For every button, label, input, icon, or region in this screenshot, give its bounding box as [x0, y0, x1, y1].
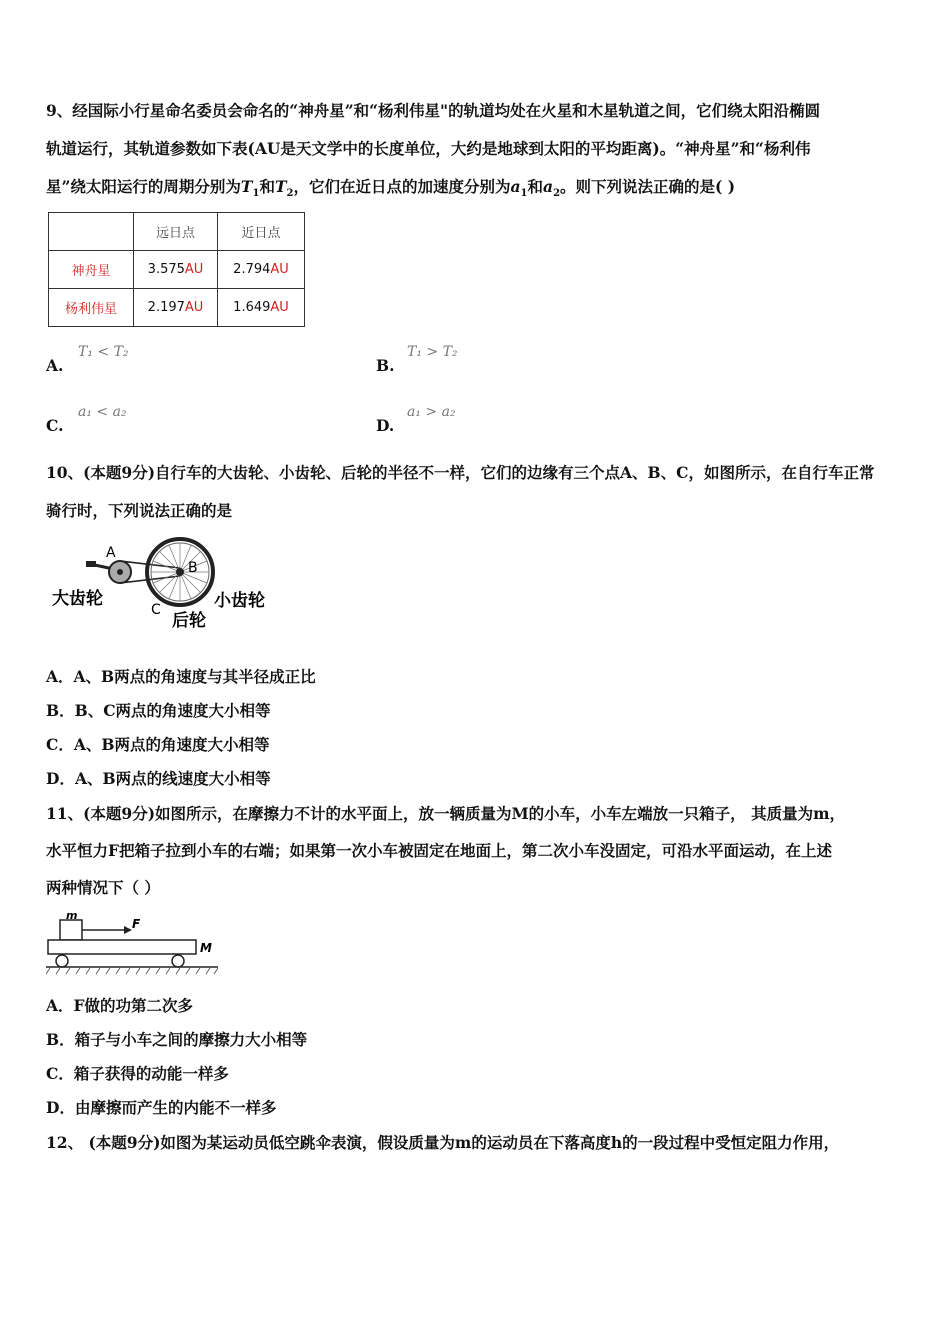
q9-option-b-label: B. [376, 356, 395, 375]
table-row [49, 251, 305, 289]
label-m: m [66, 909, 78, 922]
q10-line-1: 10、(本题9分)自行车的大齿轮、小齿轮、后轮的半径不一样，它们的边缘有三个点A、B、C，如图所示，在自行车正常 [46, 463, 875, 482]
bicycle-gear-figure [46, 532, 276, 636]
q9-option-d-label: D. [376, 416, 395, 435]
label-big-m: M [200, 941, 212, 955]
table-header-cell: 近日点 [218, 213, 305, 251]
cart-box-figure [46, 908, 222, 974]
label-point-a: A [106, 545, 116, 561]
q9-line-3: 星”绕太阳运行的周期分别为$T_1$和$T_2$，它们在近日点的加速度分别为$a_1$和$a_2$。则下列说法正确的是( ) [46, 177, 736, 200]
planet-name: 神舟星 [49, 251, 134, 289]
table-header-row [49, 213, 305, 251]
label-big-gear: 大齿轮 [52, 589, 103, 609]
label-point-c: C [151, 602, 161, 618]
aphelion-value: 3.575AU [134, 251, 218, 289]
orbit-parameter-table [48, 212, 305, 327]
label-small-gear: 小齿轮 [214, 591, 265, 611]
table-row [49, 289, 305, 327]
q11-option-b: B．箱子与小车之间的摩擦力大小相等 [46, 1030, 308, 1049]
perihelion-value: 1.649AU [218, 289, 305, 327]
label-f: F [132, 917, 141, 931]
q10-line-2: 骑行时，下列说法正确的是 [46, 501, 233, 520]
perihelion-value: 2.794AU [218, 251, 305, 289]
q11-option-a: A．F做的功第二次多 [46, 996, 194, 1015]
q10-option-a: A．A、B两点的角速度与其半径成正比 [46, 667, 316, 686]
q9-line-1: 9、经国际小行星命名委员会命名的“神舟星”和“杨利伟星"的轨道均处在火星和木星轨道之间，它们绕太阳沿椭圆 [46, 101, 821, 120]
q10-option-d: D．A、B两点的线速度大小相等 [46, 769, 271, 788]
q9-option-c-expr: a₁ < a₂ [78, 404, 127, 420]
q9-option-c-label: C. [46, 416, 64, 435]
q9-option-b-expr: T₁ > T₂ [407, 344, 458, 360]
q11-line-2: 水平恒力F把箱子拉到小车的右端；如果第一次小车被固定在地面上，第二次小车没固定，可沿水平面运动，在上述 [46, 841, 833, 860]
q11-line-3: 两种情况下（ ） [46, 878, 160, 897]
q9-option-a-label: A. [46, 356, 64, 375]
q11-option-c: C．箱子获得的动能一样多 [46, 1064, 229, 1083]
q9-option-a-expr: T₁ < T₂ [78, 344, 129, 360]
q10-option-b: B．B、C两点的角速度大小相等 [46, 701, 271, 720]
q11-option-d: D．由摩擦而产生的内能不一样多 [46, 1098, 277, 1117]
q11-line-1: 11、(本题9分)如图所示，在摩擦力不计的水平面上，放一辆质量为M的小车，小车左端放一只箱子， 其质量为m， [46, 804, 845, 823]
label-rear-wheel: 后轮 [172, 611, 206, 631]
q12-line-1: 12、 (本题9分)如图为某运动员低空跳伞表演，假设质量为m的运动员在下落高度h的一段过程中受恒定阻力作用， [46, 1133, 840, 1152]
label-point-b: B [188, 560, 198, 576]
q10-option-c: C．A、B两点的角速度大小相等 [46, 735, 270, 754]
aphelion-value: 2.197AU [134, 289, 218, 327]
q9-line-2: 轨道运行，其轨道参数如下表(AU是天文学中的长度单位，大约是地球到太阳的平均距离)。“神舟星”和“杨利伟 [46, 139, 811, 158]
planet-name: 杨利伟星 [49, 289, 134, 327]
q9-option-d-expr: a₁ > a₂ [407, 404, 456, 420]
table-header-cell [49, 213, 134, 251]
table-header-cell: 远日点 [134, 213, 218, 251]
